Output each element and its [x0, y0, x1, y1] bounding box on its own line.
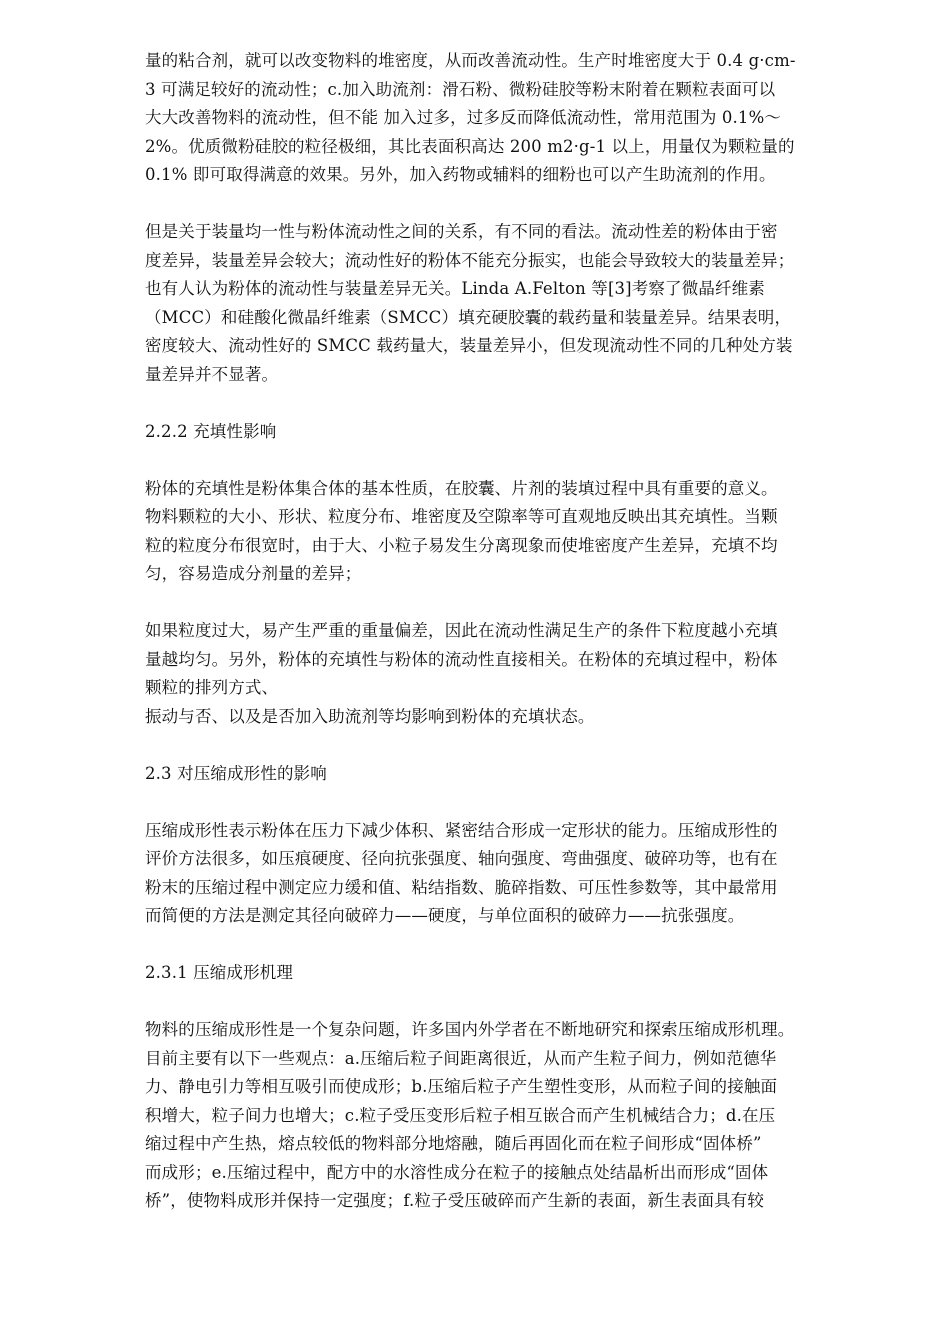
section-heading-2-3-1: 2.3.1 压缩成形机理	[145, 963, 294, 982]
paragraph-flowability-additives: 量的粘合剂，就可以改变物料的堆密度，从而改善流动性。生产时堆密度大于 0.4 g·cm- 3 可满足较好的流动性；c.加入助流剂：滑石粉、微粉硅胶等粉末附着在颗粒表面可以 大大改善物料的流动性，但不能 加入过多，过多反而降低流动性，常用范围为 0.1%～ 2%。优质微粉硅胶的粒径极细，其比表面积高达 200 m2·g-1 以上，用量仅为颗粒量的 0.1% 即可取得满意的效果。另外，加入药物或辅料的细粉也可以产生助流剂的作用。	[145, 51, 796, 184]
document-body	[145, 47, 890, 1244]
section-heading-2-2-2: 2.2.2 充填性影响	[145, 421, 277, 441]
section-heading-2-3: 2.3 对压缩成形性的影响	[145, 763, 327, 783]
paragraph-packing-property: 粉体的充填性是粉体集合体的基本性质，在胶囊、片剂的装填过程中具有重要的意义。 物料颗粒的大小、形状、粒度分布、堆密度及空隙率等可直观地反映出其充填性。当颗 粒的粒度分布很宽时，由于大、小粒子易发生分离现象而使堆密度产生差异，充填不均 匀，容易造成分剂量的差异；	[145, 478, 778, 583]
paragraph-compression-mechanism: 物料的压缩成形性是一个复杂问题，许多国内外学者在不断地研究和探索压缩成形机理。 目前主要有以下一些观点：a.压缩后粒子间距离很近，从而产生粒子间力，例如范德华 力、静电引力等相互吸引而使成形；b.压缩后粒子产生塑性变形，从而粒子间的接触面 积增大，粒子间力也增大；c.粒子受压变形后粒子相互嵌合而产生机械结合力；d.在压 缩过程中产生热，熔点较低的物料部分地熔融，随后再固化而在粒子间形成“固体桥” 而成形；e.压缩过程中，配方中的水溶性成分在粒子的接触点处结晶析出而形成“固体 桥”，使物料成形并保持一定强度；f.粒子受压破碎而产生新的表面，新生表面具有较	[145, 1020, 795, 1210]
paragraph-compressibility: 压缩成形性表示粉体在压力下减少体积、紧密结合形成一定形状的能力。压缩成形性的 评价方法很多，如压痕硬度、径向抗张强度、轴向强度、弯曲强度、破碎功等，也有在 粉末的压缩过程中测定应力缓和值、粘结指数、脆碎指数、可压性参数等，其中最常用 而简便的方法是测定其径向破碎力——硬度，与单位面积的破碎力——抗张强度。	[145, 820, 778, 925]
paragraph-fill-weight-uniformity: 但是关于装量均一性与粉体流动性之间的关系，有不同的看法。流动性差的粉体由于密 度差异，装量差异会较大；流动性好的粉体不能充分振实，也能会导致较大的装量差异； 也有人认为粉体的流动性与装量差异无关。Linda A.Felton 等[3]考察了微晶纤维素 （MCC）和硅酸化微晶纤维素（SMCC）填充硬胶囊的载药量和装量差异。结果表明， 密度较大、流动性好的 SMCC 载药量大，装量差异小，但发现流动性不同的几种处方装 量差异并不显著。	[145, 222, 795, 384]
paragraph-particle-size: 如果粒度过大，易产生严重的重量偏差，因此在流动性满足生产的条件下粒度越小充填 量越均匀。另外，粉体的充填性与粉体的流动性直接相关。在粉体的充填过程中，粉体 颗粒的排列方式、 振动与否、以及是否加入助流剂等均影响到粉体的充填状态。	[145, 621, 778, 726]
